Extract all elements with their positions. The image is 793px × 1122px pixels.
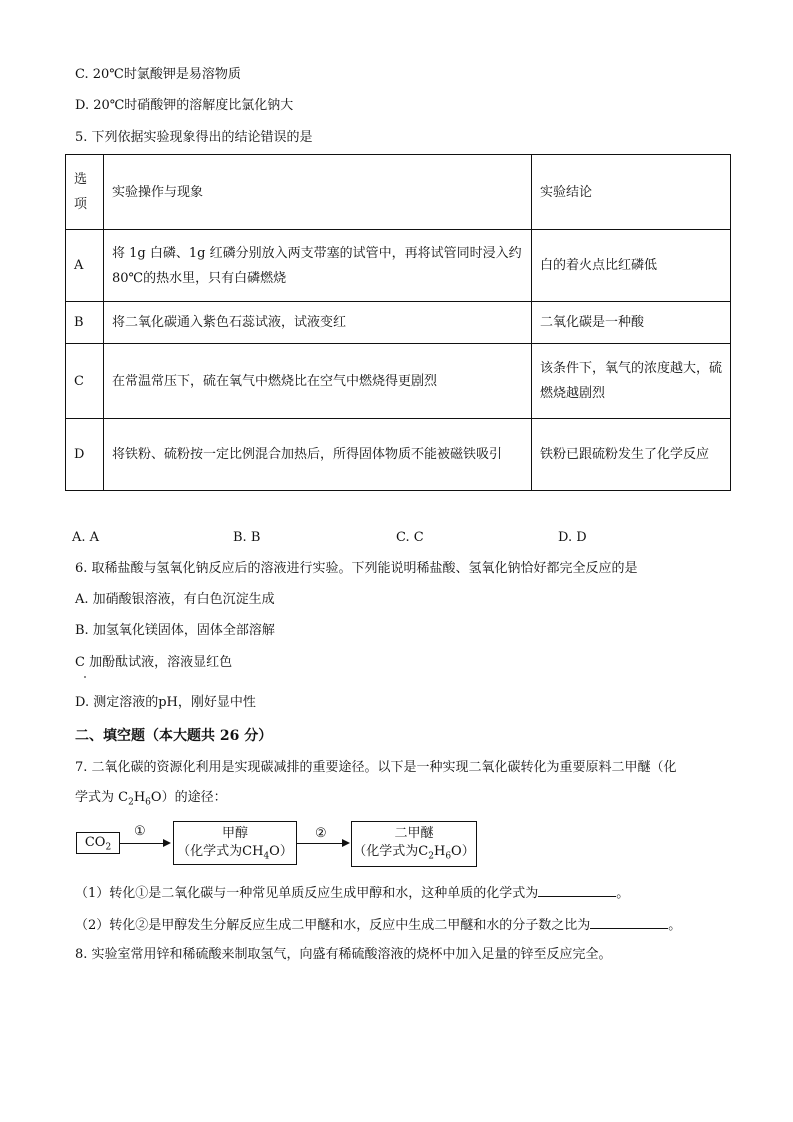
q6-option-d: D. 测定溶液的pH，刚好显中性	[75, 695, 256, 710]
row-conclusion: 白的着火点比红磷低	[532, 230, 731, 302]
row-option: A	[66, 230, 104, 302]
table-row	[66, 230, 731, 302]
q8-stem: 8. 实验室常用锌和稀硫酸来制取氢气，向盛有稀硫酸溶液的烧杯中加入足量的锌至反应完全。	[75, 947, 612, 962]
table-header-row	[66, 155, 731, 230]
q6-option-b: B. 加氢氧化镁固体，固体全部溶解	[75, 623, 275, 638]
q5-answer-a: A. A	[72, 530, 100, 545]
section-title: 二、填空题（本大题共 26 分）	[75, 728, 273, 744]
q4-option-d: D. 20℃时硝酸钾的溶解度比氯化钠大	[75, 98, 294, 113]
row-operation: 在常温常压下，硫在氧气中燃烧比在空气中燃烧得更剧烈	[104, 344, 532, 419]
header-operation: 实验操作与现象	[104, 155, 532, 230]
step-2-label: ②	[315, 826, 327, 841]
stray-dot	[84, 676, 86, 678]
q5-answer-d: D. D	[558, 530, 587, 545]
row-option: D	[66, 419, 104, 491]
row-conclusion: 该条件下，氧气的浓度越大，硫燃烧越剧烈	[532, 344, 731, 419]
q7-part1: （1）转化①是二氧化碳与一种常见单质反应生成甲醇和水，这种单质的化学式为 。	[75, 883, 629, 903]
q5-answer-c: C. C	[396, 530, 424, 545]
arrow-1-icon	[163, 839, 171, 847]
table-row	[66, 419, 731, 491]
row-operation: 将二氧化碳通入紫色石蕊试液，试液变红	[104, 302, 532, 344]
q5-table	[65, 154, 731, 491]
header-option: 选 项	[66, 155, 104, 230]
answer-blank-1[interactable]	[538, 883, 616, 897]
row-conclusion: 二氧化碳是一种酸	[532, 302, 731, 344]
table-row	[66, 302, 731, 344]
q5-answer-b: B. B	[233, 530, 261, 545]
q5-stem: 5. 下列依据实验现象得出的结论错误的是	[75, 130, 313, 145]
arrow-1-line	[120, 843, 164, 844]
co2-box: $CO_2$	[76, 832, 120, 854]
dimethyl-ether-box: 二甲醚 （化学式为$C_2H_6O$）	[351, 821, 477, 867]
q7-stem-line2: 学式为 $C_2H_6O$）的途径：	[75, 790, 227, 808]
row-option: B	[66, 302, 104, 344]
row-conclusion: 铁粉已跟硫粉发生了化学反应	[532, 419, 731, 491]
arrow-2-line	[297, 843, 343, 844]
q4-option-c: C. 20℃时氯酸钾是易溶物质	[75, 67, 241, 82]
table-row	[66, 344, 731, 419]
q6-stem: 6. 取稀盐酸与氢氧化钠反应后的溶液进行实验。下列能说明稀盐酸、氢氧化钠恰好都完全反应的是	[75, 561, 638, 576]
q6-option-c: C 加酚酞试液，溶液显红色	[75, 655, 233, 670]
arrow-2-icon	[342, 839, 350, 847]
answer-blank-2[interactable]	[590, 915, 668, 929]
row-operation: 将铁粉、硫粉按一定比例混合加热后，所得固体物质不能被磁铁吸引	[104, 419, 532, 491]
header-conclusion: 实验结论	[532, 155, 731, 230]
row-operation: 将 1g 白磷、1g 红磷分别放入两支带塞的试管中，再将试管同时浸入约 80℃的热水里，只有白磷燃烧	[104, 230, 532, 302]
row-option: C	[66, 344, 104, 419]
methanol-box: 甲醇 （化学式为$CH_4O$）	[173, 821, 297, 865]
q7-stem-line1: 7. 二氧化碳的资源化利用是实现碳减排的重要途径。以下是一种实现二氧化碳转化为重要原料二甲醚（化	[75, 760, 677, 775]
q7-part2: （2）转化②是甲醇发生分解反应生成二甲醚和水，反应中生成二甲醚和水的分子数之比为 。	[75, 915, 681, 935]
step-1-label: ①	[134, 824, 146, 839]
q6-option-a: A. 加硝酸银溶液，有白色沉淀生成	[75, 592, 275, 607]
